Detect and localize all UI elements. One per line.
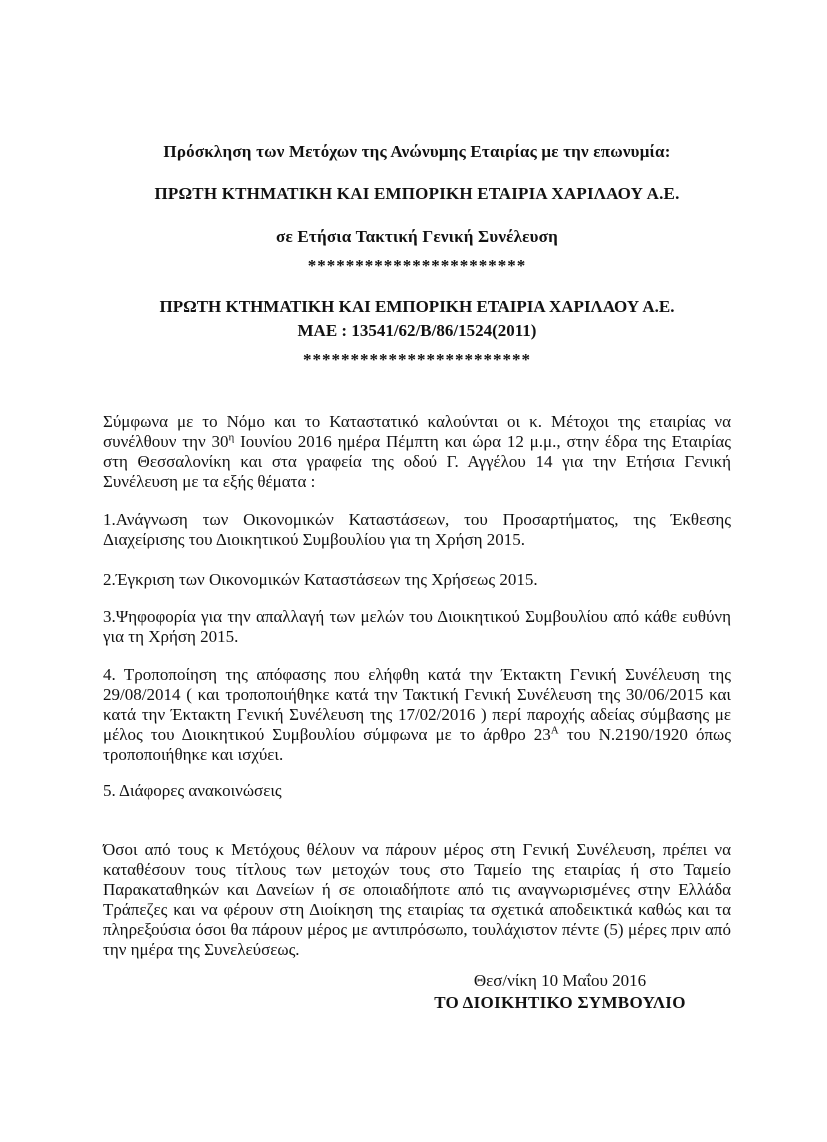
- date-ordinal-superscript: η: [228, 431, 235, 444]
- document-content: [103, 141, 731, 1013]
- company-header-block: [103, 295, 731, 343]
- intro-text-end: Ιουνίου 2016 ημέρα Πέμπτη και ώρα 12 μ.μ., στην έδρα της Εταιρίας στη Θεσσαλονίκη και στα γραφεία της οδού Γ. Αγγέλου 14 για την Ετήσια Γενική Συνέλευση με τα εξής θέματα :: [103, 432, 731, 491]
- company-name-heading: ΠΡΩΤΗ ΚΤΗΜΑΤΙΚΗ ΚΑΙ ΕΜΠΟΡΙΚΗ ΕΤΑΙΡΙΑ ΧΑΡΙΛΑΟΥ Α.Ε.: [154, 184, 680, 203]
- signature-board-of-directors: ΤΟ ΔΙΟΙΚΗΤΙΚΟ ΣΥΜΒΟΥΛΙΟ: [434, 993, 686, 1012]
- document-title: Πρόσκληση των Μετόχων της Ανώνυμης Εταιρίας με την επωνυμία:: [163, 142, 671, 161]
- asterisk-separator-top: ***********************: [307, 256, 527, 275]
- meeting-type-heading: σε Ετήσια Τακτική Γενική Συνέλευση: [276, 227, 558, 246]
- company-name-repeat: ΠΡΩΤΗ ΚΤΗΜΑΤΙΚΗ ΚΑΙ ΕΜΠΟΡΙΚΗ ΕΤΑΙΡΙΑ ΧΑΡΙΛΑΟΥ Α.Ε.: [159, 297, 675, 316]
- agenda-item-3: 3.Ψηφοφορία για την απαλλαγή των μελών του Διοικητικού Συμβουλίου από κάθε ευθύνη για τη Χρήση 2015.: [103, 607, 731, 646]
- agenda-item-4: [103, 665, 731, 765]
- article-superscript: Α: [550, 724, 559, 737]
- agenda-item-5: 5. Διάφορες ανακοινώσεις: [103, 781, 282, 800]
- agenda-item-2: 2.Έγκριση των Οικονομικών Καταστάσεων της Χρήσεως 2015.: [103, 570, 538, 589]
- intro-text-start: Σύμφωνα με το Νόμο και το Καταστατικό καλούνται οι κ. Μέτοχοι της εταιρίας να συνέλθουν την 30: [103, 412, 731, 451]
- signature-block: [389, 971, 731, 1013]
- agenda-item-1: 1.Ανάγνωση των Οικονομικών Καταστάσεων, του Προσαρτήματος, της Έκθεσης Διαχείρισης του Διοικητικού Συμβουλίου για τη Χρήση 2015.: [103, 510, 731, 549]
- agenda-item-4-text-start: 4. Τροποποίηση της απόφασης που ελήφθη κατά την Έκτακτη Γενική Συνέλευση της 29/08/2014 ( και τροποποιήθηκε κατά την Τακτική Γενική Συνέλευση της 30/06/2015 και κατά την Έκτακτη Γενική Συνέλευση της 17/02/2016 ) περί παροχής αδείας σύμβασης με μέλος του Διοικητικού Συμβουλίου σύμφωνα με το άρθρο 23: [103, 665, 731, 744]
- signature-place-date: Θεσ/νίκη 10 Μαΐου 2016: [473, 971, 647, 990]
- company-registry-number: ΜΑΕ : 13541/62/Β/86/1524(2011): [297, 321, 537, 340]
- closing-paragraph: Όσοι από τους κ Μετόχους θέλουν να πάρουν μέρος στη Γενική Συνέλευση, πρέπει να καταθέσουν τους τίτλους των μετοχών τους στο Ταμείο της εταιρίας ή στο Ταμείο Παρακαταθηκών και Δανείων ή σε οποιαδήποτε από τις αναγνωρισμένες στην Ελλάδα Τράπεζες και να φέρουν στη Διοίκηση της εταιρίας τα σχετικά αποδεικτικά καθώς και τα πληρεξούσια όσοι θα πάρουν μέρος με αντιπρόσωπο, τουλάχιστον πέντε (5) μέρες πριν από την ημέρα της Συνελεύσεως.: [103, 840, 731, 959]
- asterisk-separator-bottom: ************************: [303, 350, 531, 369]
- agenda-item-4-text-end: του Ν.2190/1920 όπως τροποποιήθηκε και ισχύει.: [103, 725, 731, 764]
- intro-paragraph: [103, 412, 731, 492]
